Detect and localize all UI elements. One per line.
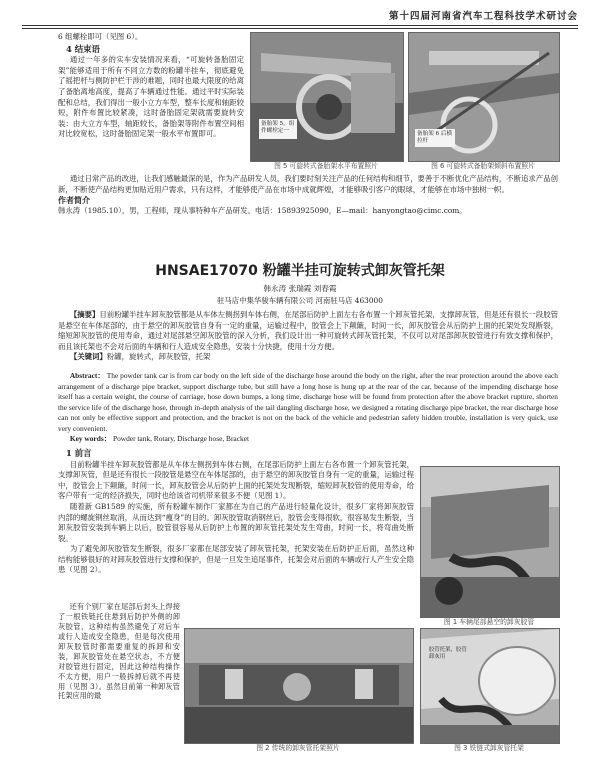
figure-2-caption: 图 2 传统的卸灰管托架照片	[256, 744, 340, 752]
figure-3-photo	[420, 628, 560, 744]
keywords-cn-text: 粉罐，旋转式，卸灰胶管，托架	[106, 352, 211, 362]
section-1-paragraph-3: 为了避免卸灰胶管发生断裂，很多厂家都在尾部安装了卸灰管托架，托架安装在后防护正后面，虽然这种结构能够很好的对卸灰胶管进行支撑和保护，但是一旦发生追尾事件，托架会对后面的车辆或行人产生安全隐患（见图 2）。	[58, 544, 414, 575]
figure-6-photo	[408, 32, 560, 162]
section-1-narrow-column	[58, 602, 180, 701]
keywords-en-label: Key words：	[69, 434, 112, 444]
keywords-cn	[58, 352, 558, 363]
bio-heading: 作者简介	[58, 195, 90, 206]
abstract-en-text: The powder tank car is from car body on the left side of the discharge hose around the body on the right, after the rear protection around the above each arrangement of a discharge pipe bracket, support discharge tube, but still have a long hose is hung up at the rear of the car, because of the impending discharge hose itself has a certain weight, the course of carriage, hose down bumps, a long time, discharge hose will be found from protection after the above bracket rupture, shorten the service life of the discharge hose, through in-depth analysis of the tail dangling discharge hose, we designed a rotating discharge pipe bracket, the rear discharge hose can not only be effective support and protection, and the bracket is not on the back of the vehicle and pedestrian safety hidden trouble, installation is very quick, use very convenient.	[58, 371, 559, 433]
top-left-column	[58, 32, 244, 140]
keywords-cn-label: 【关键词】	[69, 352, 107, 362]
paper-title: HNSAE17070 粉罐半挂可旋转式卸灰管托架	[155, 263, 445, 279]
header-rule	[22, 25, 578, 26]
figure-6-caption: 图 6 可旋转式备胎架倾斜布置照片	[431, 162, 535, 170]
keywords-en	[58, 434, 558, 445]
closing-text: 通过日常产品的改进，让我们感触最深的是，作为产品研发人员，我们要时刻关注产品的任何结构和细节，要善于不断优化产品结构，不断追求产品创新，不断使产品结构更加贴近用户需求，只有这样，才能够使产品在市场中成就辉煌，才能够吸引客户的眼球，才能够在市场中独树一帜。	[58, 174, 558, 194]
figure-6-label: 备胎架 6 后横拉杆	[417, 131, 453, 145]
header-rule-thin	[22, 28, 578, 29]
figure-1-caption: 图 1 车辆尾部悬空的卸灰胶管	[443, 618, 535, 626]
bio-text: 韩永涛（1985.10），男，工程师，现从事特种车产品研发。电话：15893925090，E—mail：hanyongtao@cimc.com。	[58, 206, 467, 216]
figure-5-illustration	[251, 33, 403, 161]
paper-affiliation: 驻马店中集华骏车辆有限公司 河南驻马店 463000	[217, 296, 383, 305]
abstract-cn-label: 【摘要】	[69, 310, 100, 319]
figure-5-photo	[250, 32, 404, 162]
figure-2-photo	[184, 628, 414, 744]
abstract-cn	[58, 310, 558, 352]
figure-5-caption: 图 5 可旋转式备胎架水平布置照片	[274, 162, 378, 170]
running-header: 第十四届河南省汽车工程科技学术研讨会	[388, 11, 578, 22]
section-1-column	[58, 447, 414, 576]
figure-3-label: 胶管托架，胶管卸灰用	[429, 647, 467, 661]
paper-authors: 韩永涛 张瑞霞 刘春霞	[263, 284, 337, 293]
keywords-en-text: Powder tank, Rotary, Discharge hose, Bracket	[112, 434, 250, 444]
figure-1-photo	[420, 466, 560, 618]
figure-2-illustration	[185, 629, 413, 743]
closing-block	[58, 174, 558, 217]
figure-1-illustration	[421, 467, 559, 617]
section-1-paragraph-2: 随着新 GB1589 的实施，所有粉罐车制作厂家都在为自己的产品进行轻量化设计，很多厂家将卸灰胶管内部的螺旋钢丝取消，从而达到“瘦身”的目的。卸灰胶管取消钢丝后，胶管会变得很软，很容易发生断裂，当卸灰胶管安装到车辆上以后，胶管很容易从后防护上布置的卸灰管托架处发生弯曲，时间一长，将弯曲处断裂。	[58, 501, 414, 543]
abstract-en-block	[58, 371, 558, 445]
abstract-cn-block	[58, 310, 558, 363]
abstract-en	[58, 371, 558, 434]
figure-5-label: 备胎架 5，组件螺栓定一	[261, 121, 295, 135]
section-1-heading: 1 前言	[66, 448, 92, 458]
section-4-heading: 4 结束语	[66, 43, 100, 54]
abstract-cn-text: 目前粉罐半挂车卸灰胶管都是从车体左侧拐到车体右侧，在尾部后防护上面左右各布置一个卸灰管托架，支撑卸灰管，但是还有很长一段胶管是悬空在车体尾部的，由于悬空的卸灰胶管自身有一定的重量，运输过程中，胶管会上下颠簸，时间一长，卸灰胶管会从后防护上面的托架处发现断裂，缩短卸灰胶管的使用寿命，通过对尾部悬空卸灰胶管的深入分析，我们设计出一种可旋转式卸灰管托架，不仅可以对尾部卸灰胶管进行有效支撑和保护，而且该托架也不会对后面的车辆和行人造成安全隐患，安装十分快捷，使用十分方便。	[58, 310, 558, 351]
abstract-en-label: Abstract：	[69, 371, 105, 380]
section-1-paragraph-4: 还有个别厂家在尾部后封头上焊接了一根铁链托住悬到后防护外侧的卸灰胶管，这种结构虽然避免了对后车或行人造成安全隐患，但是每次使用卸灰胶管时都需要重复的拆卸和安装，卸灰胶管处在悬空状态，不方便对胶管进行固定，因此这种结构操作不太方便，用户一般拆掉后就不再使用（见图 3）。虽然目前第一种卸灰管托架应用的最	[58, 602, 180, 701]
continuation-line: 6 组螺栓即可（见图 6）。	[58, 32, 143, 41]
section-1-paragraph-1: 目前粉罐半挂车卸灰胶管都是从车体左侧拐到车体右侧，在尾部后防护上面左右各布置一个卸灰管托架，支撑卸灰管，但是还有很长一段胶管是悬空在车体尾部的，由于悬空的卸灰胶管自身有一定的重量，运输过程中，胶管会上下颠簸，时间一长，卸灰胶管会从后防护上面的托架处发现断裂，缩短卸灰胶管的使用寿命，给客户带有一定的经济损失，同时也给该省司机带来很多不便（见图 1）。	[58, 459, 414, 501]
section-4-text: 通过一年多的实车安装情况来看，“可旋转备胎固定架”能够适用于所有不同立方数的粉罐半挂车，彻底避免了摇把杆与侧防护栏干涉的难题，同时也最大限度的给离了备胎离地高度，提高了车辆通过性能。通过平时实际装配和总结，我们得出一般小立方车型，整车长度和轴距较短，附件布置比较紧凑，这时备胎固定架就需要旋转安装：由大立方车型，轴距较长，备胎架等附件布置空间相对比较宽松，这时备胎固定架一般水平布置即可。	[58, 55, 244, 139]
figure-3-caption: 图 3 铁链式卸灰管托架	[454, 744, 524, 752]
